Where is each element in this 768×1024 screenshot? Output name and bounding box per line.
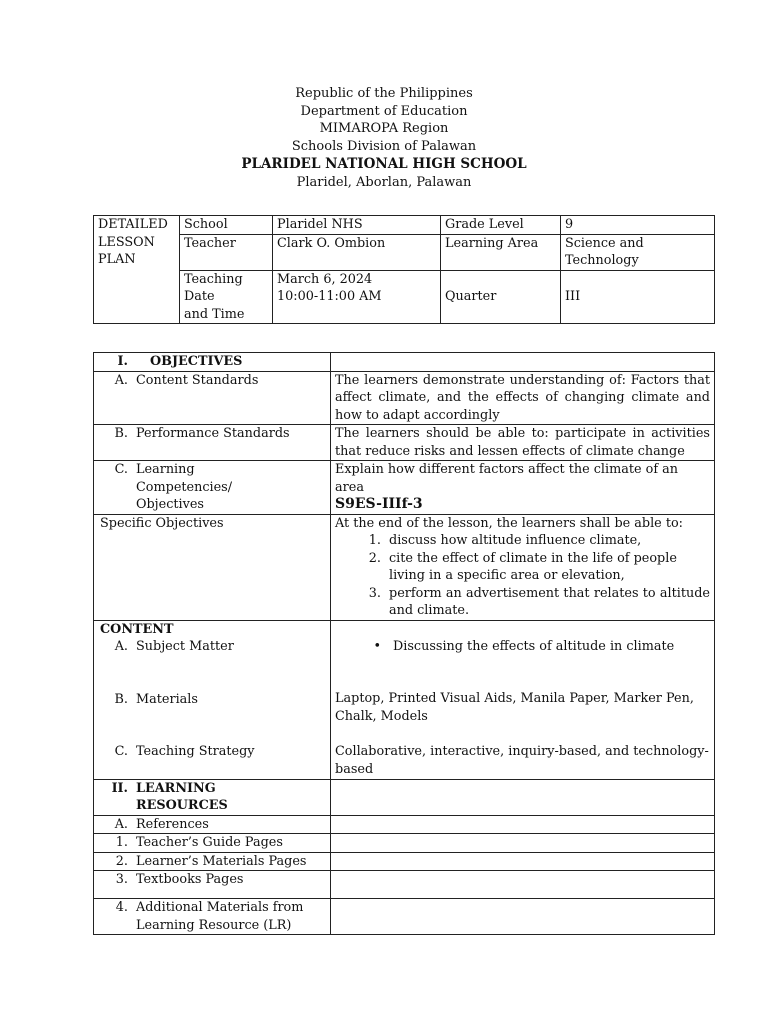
learners-materials-title: Learner’s Materials Pages <box>136 853 307 869</box>
teacher-value: Clark O. Ombion <box>273 234 441 270</box>
references-empty <box>331 815 715 834</box>
lesson-info-table <box>93 215 715 324</box>
list-item-number: 1. <box>368 533 381 548</box>
textbooks-number: 3. <box>115 872 128 887</box>
content-section-label <box>94 620 331 779</box>
textbooks-label <box>94 871 331 899</box>
header-region: MIMAROPA Region <box>319 121 449 137</box>
header-school-name: PLARIDEL NATIONAL HIGH SCHOOL <box>241 155 527 172</box>
list-item-text: perform an advertisement that relates to altitude and climate. <box>389 585 710 618</box>
school-label: School <box>180 216 273 235</box>
references-label <box>94 815 331 834</box>
school-value: Plaridel NHS <box>273 216 441 235</box>
teachers-guide-label <box>94 834 331 853</box>
additional-materials-number: 4. <box>115 900 128 915</box>
lesson-plan-title-cell <box>94 216 180 324</box>
performance-standards-title: Performance Standards <box>136 426 290 441</box>
materials-text: Laptop, Printed Visual Aids, Manila Paper, Marker Pen, Chalk, Models <box>335 691 694 724</box>
additional-materials-title-line-1: Additional Materials from <box>136 900 304 915</box>
list-item <box>335 585 710 620</box>
objectives-heading-empty <box>331 353 715 372</box>
learning-resources-heading <box>94 779 331 815</box>
teachers-guide-empty <box>331 834 715 853</box>
content-standards-letter: A. <box>114 372 128 388</box>
subject-matter-text: Discussing the effects of altitude in climate <box>393 638 675 654</box>
competencies-text: Explain how different factors affect the climate of an area <box>335 462 679 495</box>
teaching-strategy-letter: C. <box>114 744 128 759</box>
learning-resources-title-line-1: LEARNING <box>136 780 216 796</box>
additional-materials-label <box>94 899 331 935</box>
specific-objectives-cell <box>331 514 715 620</box>
quarter-label: Quarter <box>441 270 561 324</box>
header-division: Schools Division of Palawan <box>291 139 477 155</box>
grade-level-label: Grade Level <box>441 216 561 235</box>
teaching-strategy-text: Collaborative, interactive, inquiry-based, and technology-based <box>335 744 709 777</box>
materials-letter: B. <box>114 691 128 707</box>
textbooks-title: Textbooks Pages <box>136 872 244 887</box>
lesson-plan-table <box>93 352 715 935</box>
objectives-title: OBJECTIVES <box>150 354 243 369</box>
content-standards-text: The learners demonstrate understanding of: Factors that affect climate, and the effects of changing climate and how to adapt accordingly <box>331 371 715 425</box>
learning-resources-title-line-2: RESOURCES <box>136 798 228 813</box>
competencies-title-line-2: Competencies/ <box>136 479 233 495</box>
grade-level-value: 9 <box>561 216 715 235</box>
materials-title: Materials <box>136 691 198 707</box>
subject-matter-title: Subject Matter <box>136 639 234 654</box>
competencies-title-line-3: Objectives <box>136 497 204 512</box>
list-item-text: discuss how altitude influence climate, <box>389 533 642 548</box>
teacher-label: Teacher <box>180 234 273 270</box>
performance-standards-text: The learners should be able to: participate in activities that reduce risks and lessen effects of climate change <box>331 425 715 461</box>
specific-objectives-list <box>335 532 710 620</box>
performance-standards-label <box>94 425 331 461</box>
teaching-datetime-label <box>180 270 273 324</box>
textbooks-empty <box>331 871 715 899</box>
objectives-heading <box>94 353 331 372</box>
competencies-letter: C. <box>114 462 128 477</box>
bullet-icon: • <box>373 638 381 654</box>
dt-label-line-2: Date <box>184 289 215 304</box>
teachers-guide-number: 1. <box>115 835 128 850</box>
content-standards-label <box>94 371 331 425</box>
content-heading: CONTENT <box>100 621 174 637</box>
competencies-cell <box>331 461 715 515</box>
learning-area-line-1: Science and <box>565 235 644 251</box>
list-item-number: 3. <box>368 585 381 601</box>
competency-code: S9ES-IIIf-3 <box>335 496 423 512</box>
title-line-2: LESSON <box>98 234 155 250</box>
list-item-number: 2. <box>368 550 381 566</box>
references-letter: A. <box>114 816 128 832</box>
specific-objectives-label: Specific Objectives <box>94 514 331 620</box>
list-item <box>335 550 710 585</box>
teaching-strategy-title: Teaching Strategy <box>136 744 255 759</box>
competencies-label <box>94 461 331 515</box>
document-header <box>0 85 768 191</box>
teachers-guide-title: Teacher’s Guide Pages <box>136 835 283 850</box>
list-item <box>335 532 710 550</box>
learning-resources-numeral: II. <box>111 780 128 796</box>
learning-area-label: Learning Area <box>441 234 561 270</box>
content-section-values <box>331 620 715 779</box>
header-department: Department of Education <box>300 103 468 119</box>
title-line-3: PLAN <box>98 252 136 267</box>
teaching-date: March 6, 2024 <box>277 271 373 287</box>
learners-materials-label <box>94 852 331 871</box>
content-standards-title: Content Standards <box>136 372 259 388</box>
learning-area-value <box>561 234 715 270</box>
subject-matter-letter: A. <box>114 639 128 654</box>
title-line-1: DETAILED <box>98 217 168 232</box>
additional-materials-title-line-2: Learning Resource (LR) <box>136 917 292 933</box>
learners-materials-number: 2. <box>115 853 128 869</box>
specific-objectives-intro: At the end of the lesson, the learners shall be able to: <box>335 515 683 531</box>
quarter-value: III <box>561 270 715 324</box>
dt-label-line-3: and Time <box>184 306 245 322</box>
header-address: Plaridel, Aborlan, Palawan <box>296 174 472 190</box>
performance-standards-letter: B. <box>114 426 128 441</box>
teaching-time: 10:00-11:00 AM <box>277 289 382 304</box>
objectives-numeral: I. <box>117 354 128 369</box>
learning-resources-empty <box>331 779 715 815</box>
dt-label-line-1: Teaching <box>184 271 243 287</box>
teaching-datetime-value <box>273 270 441 324</box>
references-title: References <box>136 816 209 832</box>
competencies-title-line-1: Learning <box>136 462 195 477</box>
additional-materials-empty <box>331 899 715 935</box>
learning-area-line-2: Technology <box>565 253 639 268</box>
header-republic: Republic of the Philippines <box>295 86 473 101</box>
list-item-text: cite the effect of climate in the life of people living in a specific area or elevation, <box>389 550 677 583</box>
learners-materials-empty <box>331 852 715 871</box>
